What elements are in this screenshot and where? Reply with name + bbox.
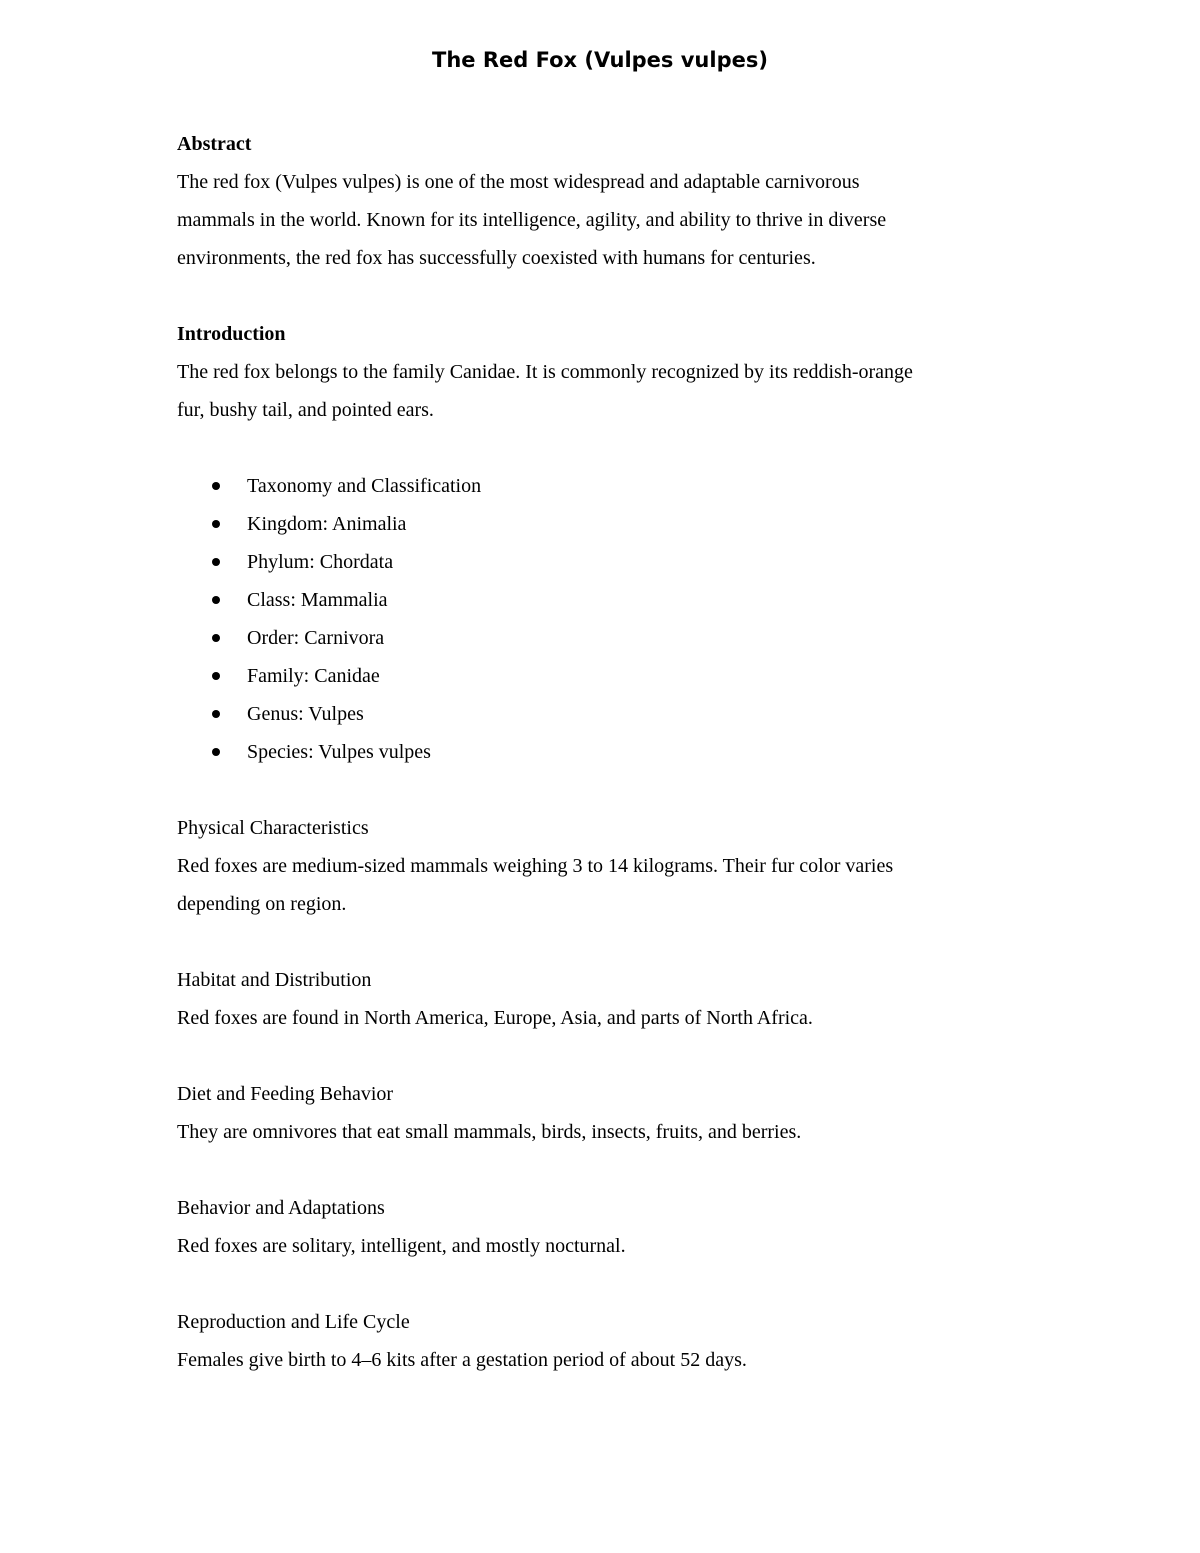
- list-item: [177, 695, 1037, 733]
- bullet-icon: [212, 482, 220, 490]
- spacer: [177, 771, 1037, 809]
- list-item-text: Order: Carnivora: [247, 627, 385, 649]
- bullet-icon: [212, 710, 220, 718]
- abstract-section: [177, 125, 1037, 277]
- list-item-text: Class: Mammalia: [247, 589, 388, 611]
- spacer: [177, 429, 1037, 467]
- abstract-line: environments, the red fox has successfully coexisted with humans for centuries.: [177, 247, 816, 269]
- list-item-text: Species: Vulpes vulpes: [247, 741, 431, 763]
- spacer: [177, 923, 1037, 961]
- bullet-icon: [212, 596, 220, 604]
- reproduction-section: [177, 1303, 1037, 1379]
- introduction-line: fur, bushy tail, and pointed ears.: [177, 399, 434, 421]
- reproduction-heading: Reproduction and Life Cycle: [177, 1311, 410, 1333]
- habitat-line: Red foxes are found in North America, Europe, Asia, and parts of North Africa.: [177, 1007, 813, 1029]
- physical-heading: Physical Characteristics: [177, 817, 369, 839]
- behavior-heading: Behavior and Adaptations: [177, 1197, 385, 1219]
- spacer: [177, 1037, 1037, 1075]
- physical-section: [177, 809, 1037, 923]
- list-item: [177, 733, 1037, 771]
- list-item: [177, 619, 1037, 657]
- list-item: [177, 505, 1037, 543]
- bullet-icon: [212, 558, 220, 566]
- diet-line: They are omnivores that eat small mammals, birds, insects, fruits, and berries.: [177, 1121, 802, 1143]
- introduction-heading: Introduction: [177, 323, 286, 345]
- list-item-text: Taxonomy and Classification: [247, 475, 482, 497]
- reproduction-line: Females give birth to 4–6 kits after a gestation period of about 52 days.: [177, 1349, 747, 1371]
- list-item: [177, 657, 1037, 695]
- taxonomy-list: [177, 467, 1037, 771]
- list-item: [177, 467, 1037, 505]
- bullet-icon: [212, 634, 220, 642]
- list-item: [177, 581, 1037, 619]
- behavior-line: Red foxes are solitary, intelligent, and mostly nocturnal.: [177, 1235, 626, 1257]
- list-item-text: Family: Canidae: [247, 665, 380, 687]
- list-item-text: Genus: Vulpes: [247, 703, 364, 725]
- behavior-section: [177, 1189, 1037, 1265]
- bullet-icon: [212, 748, 220, 756]
- spacer: [177, 1265, 1037, 1303]
- diet-heading: Diet and Feeding Behavior: [177, 1083, 394, 1105]
- abstract-line: mammals in the world. Known for its intelligence, agility, and ability to thrive in diverse: [177, 209, 887, 231]
- habitat-heading: Habitat and Distribution: [177, 969, 372, 991]
- introduction-section: [177, 315, 1037, 429]
- list-item-text: Phylum: Chordata: [247, 551, 394, 573]
- spacer: [177, 277, 1037, 315]
- diet-section: [177, 1075, 1037, 1151]
- abstract-heading: Abstract: [177, 133, 252, 155]
- bullet-icon: [212, 520, 220, 528]
- physical-line: Red foxes are medium-sized mammals weighing 3 to 14 kilograms. Their fur color varies: [177, 855, 894, 877]
- document-body: [177, 125, 1037, 1379]
- physical-line: depending on region.: [177, 893, 347, 915]
- introduction-line: The red fox belongs to the family Canidae. It is commonly recognized by its reddish-orange: [177, 361, 913, 383]
- abstract-line: The red fox (Vulpes vulpes) is one of the most widespread and adaptable carnivorous: [177, 171, 860, 193]
- list-item-text: Kingdom: Animalia: [247, 513, 407, 535]
- spacer: [177, 1151, 1037, 1189]
- document-title: The Red Fox (Vulpes vulpes): [432, 48, 768, 72]
- list-item: [177, 543, 1037, 581]
- habitat-section: [177, 961, 1037, 1037]
- bullet-icon: [212, 672, 220, 680]
